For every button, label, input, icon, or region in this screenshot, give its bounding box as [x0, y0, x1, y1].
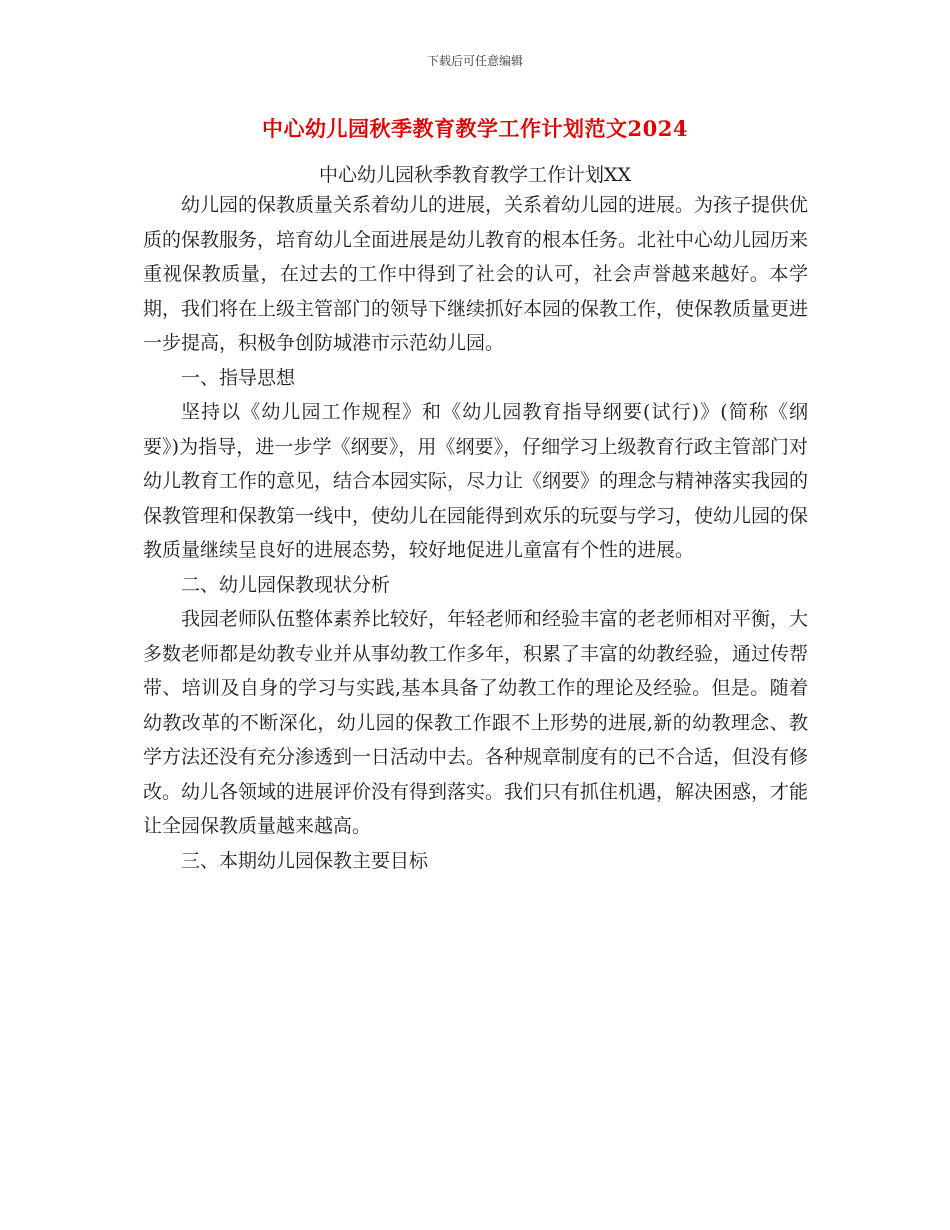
section-heading-guiding-thought: 一、指导思想	[181, 366, 296, 389]
page-header-note: 下载后可任意编辑	[426, 54, 523, 68]
intro-paragraph: 幼儿园的保教质量关系着幼儿的进展，关系着幼儿园的进展。为孩子提供优质的保教服务，培育幼儿全面进展是幼儿教育的根本任务。北社中心幼儿园历来重视保教质量，在过去的工作中得到了社会的认可，社会声誉越来越好。本学期，我们将在上级主管部门的领导下继续抓好本园的保教工作，使保教质量更进一步提高，积极争创防城港市示范幼儿园。	[143, 194, 809, 354]
document-subtitle: 中心幼儿园秋季教育教学工作计划XX	[318, 164, 632, 186]
status-analysis-paragraph: 我园老师队伍整体素养比较好，年轻老师和经验丰富的老老师相对平衡，大多数老师都是幼教专业并从事幼教工作多年，积累了丰富的幼教经验，通过传帮带、培训及自身的学习与实践,基本具备了幼教工作的理论及经验。但是。随着幼教改革的不断深化，幼儿园的保教工作跟不上形势的进展,新的幼教理念、教学方法还没有充分渗透到一日活动中去。各种规章制度有的已不合适，但没有修改。幼儿各领域的进展评价没有得到落实。我们只有抓住机遇，解决困惑，才能让全园保教质量越来越高。	[143, 608, 809, 837]
section-heading-status-analysis: 二、幼儿园保教现状分析	[181, 573, 391, 596]
section-heading-main-goals: 三、本期幼儿园保教主要目标	[181, 849, 429, 872]
document-title: 中心幼儿园秋季教育教学工作计划范文2024	[262, 116, 688, 141]
guiding-thought-paragraph: 坚持以《幼儿园工作规程》和《幼儿园教育指导纲要(试行)》(简称《纲要》)为指导，进一步学《纲要》，用《纲要》，仔细学习上级教育行政主管部门对幼儿教育工作的意见，结合本园实际，尽力让《纲要》的理念与精神落实我园的保教管理和保教第一线中，使幼儿在园能得到欢乐的玩耍与学习，使幼儿园的保教质量继续呈良好的进展态势，较好地促进儿童富有个性的进展。	[143, 401, 809, 561]
document-body	[143, 188, 808, 878]
